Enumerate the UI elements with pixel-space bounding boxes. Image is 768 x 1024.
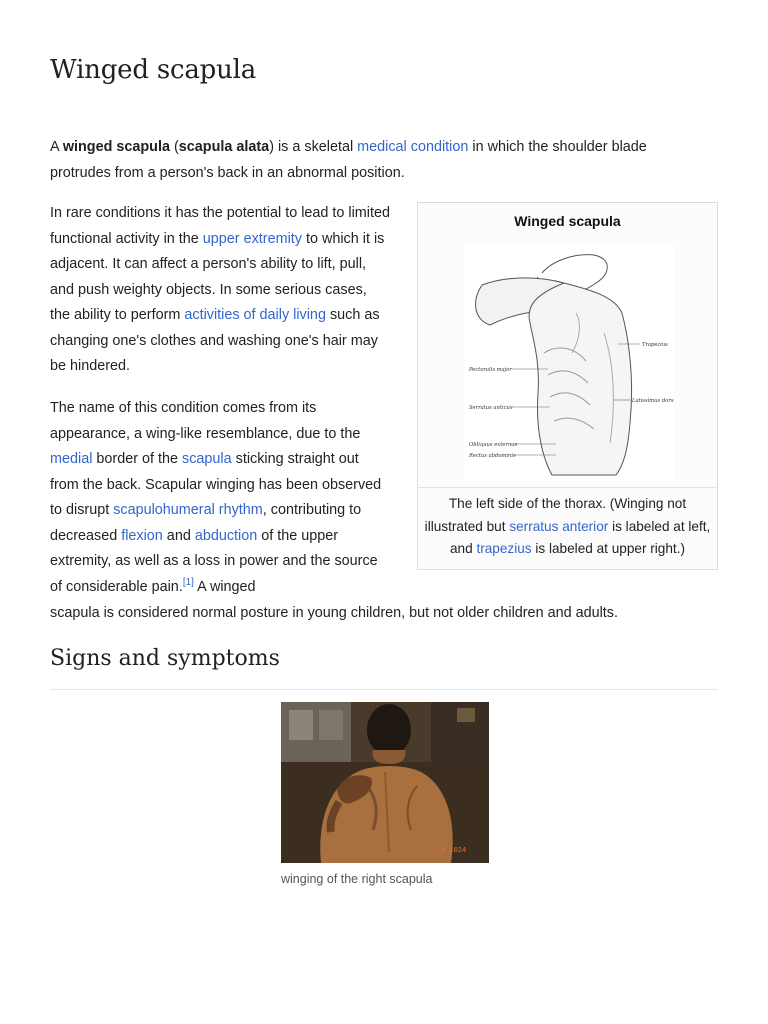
name-origin-paragraph — [50, 396, 390, 600]
section-divider — [50, 689, 718, 690]
link-medial[interactable]: medial — [50, 451, 93, 467]
link-serratus-anterior[interactable]: serratus anterior — [509, 518, 609, 534]
text-run: In rare conditions it has the potential to lead to limited functional activity in the — [50, 205, 390, 247]
text-run: A winged — [193, 578, 256, 595]
link-upper-extremity[interactable]: upper extremity — [202, 230, 302, 247]
name-origin-paragraph-continued: scapula is considered normal posture in young children, but not older children and adults. — [50, 605, 618, 621]
bold-term: winged scapula — [62, 139, 170, 155]
label-rectus: Rectus abdominis — [469, 453, 516, 459]
label-obliquus: Obliquus externus — [469, 442, 518, 448]
label-latissimus: Latissimus dorsi — [632, 398, 674, 404]
text-run: , contributing to decreased — [50, 502, 362, 544]
rare-conditions-paragraph — [50, 201, 390, 380]
page-title: Winged scapula — [50, 55, 257, 85]
label-pectoralis: Pectoralis major — [469, 367, 512, 373]
text-run: A — [50, 139, 63, 155]
reference-link[interactable]: [1] — [182, 576, 194, 588]
text-run: is labeled at upper right.) — [531, 541, 686, 556]
text-run: is labeled at left, and — [449, 518, 711, 556]
photo-date-stamp: 6 1024 — [441, 847, 467, 855]
infobox-divider — [418, 487, 717, 488]
link-scapula[interactable]: scapula — [182, 451, 232, 467]
text-run: border of the — [92, 451, 183, 467]
text-run: in which the shoulder blade protrudes from a person's back in an abnormal position. — [50, 139, 647, 181]
text-run: The left side of the thorax. (Winging not illustrated but — [424, 496, 687, 534]
photo-graphic — [281, 702, 489, 863]
link-abduction[interactable]: abduction — [194, 527, 258, 544]
link-medical-condition[interactable]: medical condition — [357, 139, 469, 155]
text-run: ( — [169, 139, 179, 155]
link-trapezius[interactable]: trapezius — [476, 541, 532, 556]
bold-term: scapula alata — [178, 139, 270, 155]
infobox-title: Winged scapula — [514, 213, 621, 229]
text-run: and — [162, 527, 195, 544]
text-run: such as changing one's clothes and washing one's hair may be hindered. — [50, 307, 380, 374]
link-activities-of-daily-living[interactable]: activities of daily living — [184, 307, 326, 323]
photo-caption: winging of the right scapula — [281, 872, 433, 886]
winging-photo[interactable] — [281, 702, 489, 863]
text-run: to which it is adjacent. It can affect a person's ability to lift, pull, and push weighty objects. In some serious cases, the ability to perform — [50, 230, 385, 323]
text-run: The name of this condition comes from its appearance, a wing-like resemblance, due to the — [50, 400, 361, 442]
text-run: ) is a skeletal — [269, 139, 358, 155]
section-heading: Signs and symptoms — [50, 646, 280, 671]
text-run: sticking straight out from the back. Scapular winging has been observed to disrupt — [50, 451, 382, 518]
text-run: of the upper extremity, as well as a loss in power and the source of considerable pain. — [50, 527, 378, 595]
infobox-caption — [418, 493, 717, 561]
label-serratus: Serratus anticus — [469, 405, 513, 411]
thorax-drawing — [464, 243, 674, 481]
label-trapezius: Trapezius — [642, 342, 668, 348]
thorax-illustration[interactable] — [464, 243, 674, 481]
infobox — [417, 202, 718, 570]
link-scapulohumeral-rhythm[interactable]: scapulohumeral rhythm — [113, 502, 263, 518]
link-flexion[interactable]: flexion — [121, 527, 163, 544]
intro-paragraph — [50, 135, 710, 186]
